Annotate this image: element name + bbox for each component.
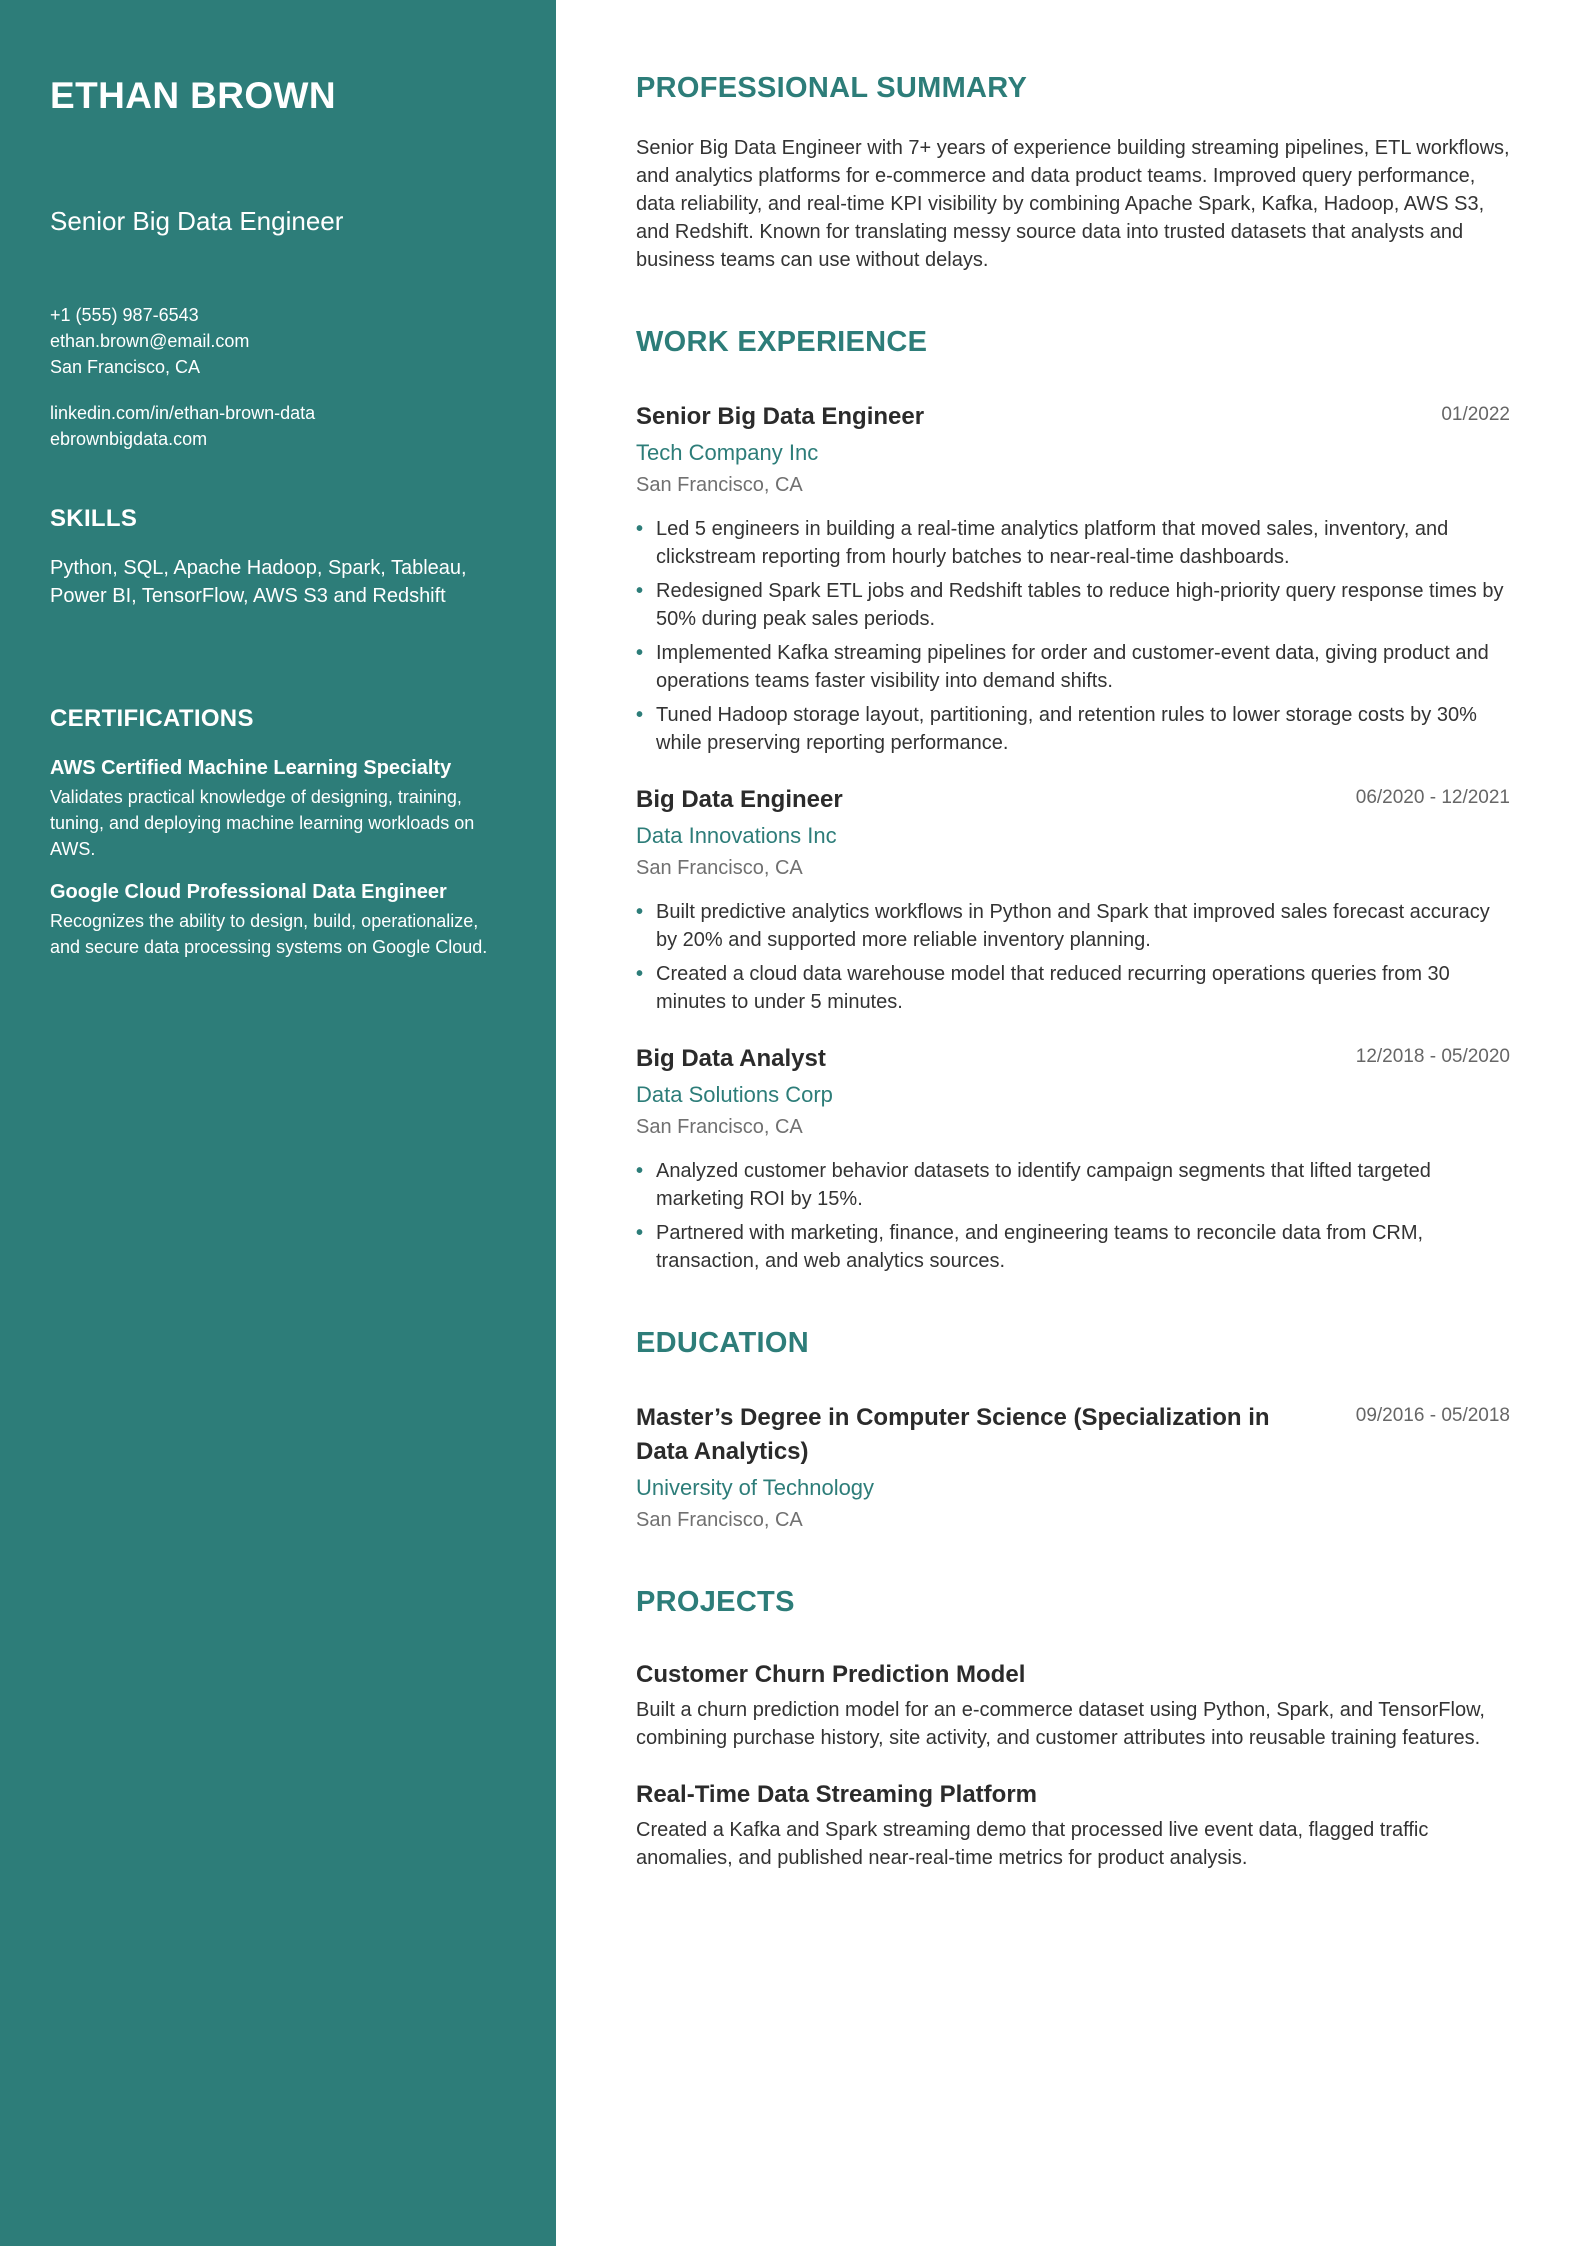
bullet-text: Created a cloud data warehouse model that reduced recurring operations queries from 30 minutes to under 5 minutes. <box>656 963 1450 1013</box>
bullet-item <box>636 1219 1510 1275</box>
education-location: San Francisco, CA <box>636 1509 803 1531</box>
summary-text: Senior Big Data Engineer with 7+ years of experience building streaming pipelines, ETL workflows, and analytics platforms for e-commerce and data product teams. Improved query performance, data reliability, and real-time KPI visibility by combining Apache Spark, Kafka, Hadoop, AWS S3, and Redshift. Known for translating messy source data into trusted datasets that analysts and business teams can use without delays. <box>636 137 1510 271</box>
project-item <box>636 1658 1510 1752</box>
linkedin-link[interactable]: linkedin.com/in/ethan-brown-data <box>50 403 316 423</box>
certification-item <box>50 754 506 862</box>
certification-title: Google Cloud Professional Data Engineer <box>50 881 447 903</box>
experience-heading: WORK EXPERIENCE <box>636 326 928 358</box>
experience-entry <box>636 400 1510 757</box>
bullet-dot-icon: • <box>636 901 644 923</box>
main-content <box>556 0 1588 2246</box>
project-title: Real-Time Data Streaming Platform <box>636 1781 1038 1808</box>
summary-heading: PROFESSIONAL SUMMARY <box>636 72 1028 104</box>
project-description: Built a churn prediction model for an e-commerce dataset using Python, Spark, and TensorFlow, combining purchase history, site activity, and customer attributes into reusable training features. <box>636 1699 1485 1749</box>
links-block <box>50 400 506 452</box>
projects-heading: PROJECTS <box>636 1586 795 1618</box>
job-location: San Francisco, CA <box>636 857 803 879</box>
project-title: Customer Churn Prediction Model <box>636 1661 1026 1688</box>
experience-entry <box>636 1042 1510 1275</box>
bullet-dot-icon: • <box>636 642 644 664</box>
job-date: 06/2020 - 12/2021 <box>1355 787 1510 808</box>
job-title: Senior Big Data Engineer <box>636 403 925 430</box>
certification-description: Recognizes the ability to design, build, operationalize, and secure data processing systems on Google Cloud. <box>50 911 488 957</box>
candidate-name: ETHAN BROWN <box>50 75 336 116</box>
contact-block <box>50 302 506 380</box>
skills-list: Python, SQL, Apache Hadoop, Spark, Tableau, Power BI, TensorFlow, AWS S3 and Redshift <box>50 557 467 607</box>
job-title: Big Data Analyst <box>636 1045 826 1072</box>
website-link[interactable]: ebrownbigdata.com <box>50 429 208 449</box>
bullet-text: Partnered with marketing, finance, and engineering teams to reconcile data from CRM, transaction, and web analytics sources. <box>656 1222 1424 1272</box>
bullet-dot-icon: • <box>636 1222 644 1244</box>
job-bullets <box>636 1157 1510 1275</box>
education-entry <box>636 1401 1510 1534</box>
bullet-item <box>636 639 1510 695</box>
school-name: University of Technology <box>636 1475 875 1500</box>
bullet-item <box>636 577 1510 633</box>
bullet-item <box>636 898 1510 954</box>
bullet-item <box>636 1157 1510 1213</box>
contact-email[interactable]: ethan.brown@email.com <box>50 331 250 351</box>
degree-title: Master’s Degree in Computer Science (Specialization in Data Analytics) <box>636 1404 1270 1465</box>
job-bullets <box>636 515 1510 757</box>
bullet-text: Led 5 engineers in building a real-time analytics platform that moved sales, inventory, and clickstream reporting from hourly batches to near-real-time dashboards. <box>656 518 1449 568</box>
certification-title: AWS Certified Machine Learning Specialty <box>50 757 452 779</box>
skills-heading: SKILLS <box>50 505 138 532</box>
job-date: 12/2018 - 05/2020 <box>1355 1046 1510 1067</box>
contact-phone: +1 (555) 987-6543 <box>50 305 199 325</box>
bullet-dot-icon: • <box>636 1160 644 1182</box>
job-location: San Francisco, CA <box>636 474 803 496</box>
certifications-heading: CERTIFICATIONS <box>50 705 254 732</box>
certification-item <box>50 878 506 960</box>
bullet-text: Tuned Hadoop storage layout, partitioning, and retention rules to lower storage costs by 30% while preserving reporting performance. <box>656 704 1477 754</box>
project-description: Created a Kafka and Spark streaming demo that processed live event data, flagged traffic anomalies, and published near-real-time metrics for product analysis. <box>636 1819 1429 1869</box>
job-date: 01/2022 <box>1441 404 1510 425</box>
company-name: Tech Company Inc <box>636 440 819 465</box>
candidate-title: Senior Big Data Engineer <box>50 206 344 236</box>
bullet-text: Built predictive analytics workflows in Python and Spark that improved sales forecast accuracy by 20% and supported more reliable inventory planning. <box>656 901 1490 951</box>
job-bullets <box>636 898 1510 1016</box>
sidebar <box>0 0 556 2246</box>
bullet-item <box>636 701 1510 757</box>
project-item <box>636 1778 1510 1872</box>
bullet-item <box>636 515 1510 571</box>
experience-entry <box>636 783 1510 1016</box>
company-name: Data Solutions Corp <box>636 1082 833 1107</box>
bullet-text: Implemented Kafka streaming pipelines for order and customer-event data, giving product and operations teams faster visibility into demand shifts. <box>656 642 1489 692</box>
education-date: 09/2016 - 05/2018 <box>1355 1405 1510 1426</box>
company-name: Data Innovations Inc <box>636 823 837 848</box>
bullet-text: Redesigned Spark ETL jobs and Redshift tables to reduce high-priority query response times by 50% during peak sales periods. <box>656 580 1504 630</box>
contact-location: San Francisco, CA <box>50 357 201 377</box>
bullet-item <box>636 960 1510 1016</box>
education-heading: EDUCATION <box>636 1327 809 1359</box>
job-title: Big Data Engineer <box>636 786 843 813</box>
job-location: San Francisco, CA <box>636 1116 803 1138</box>
bullet-dot-icon: • <box>636 963 644 985</box>
bullet-text: Analyzed customer behavior datasets to identify campaign segments that lifted targeted marketing ROI by 15%. <box>656 1160 1431 1210</box>
certification-description: Validates practical knowledge of designing, training, tuning, and deploying machine learning workloads on AWS. <box>50 787 475 859</box>
bullet-dot-icon: • <box>636 704 644 726</box>
bullet-dot-icon: • <box>636 518 644 540</box>
bullet-dot-icon: • <box>636 580 644 602</box>
